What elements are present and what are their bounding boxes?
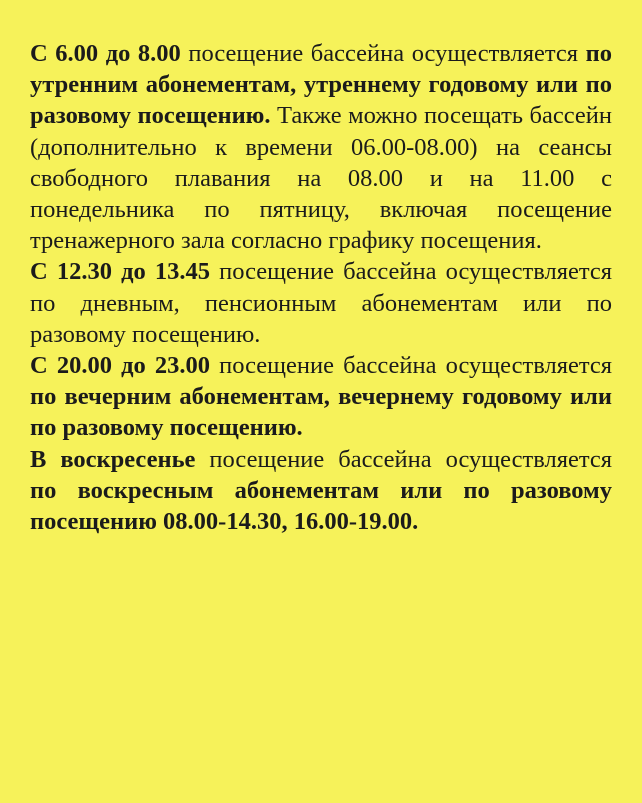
evening-time-range: С 20.00 до 23.00 xyxy=(30,352,211,380)
paragraph-evening xyxy=(30,350,612,444)
paragraph-sunday xyxy=(30,444,612,538)
morning-subscriptions: по утренним абонементам, утреннему годовому или по разовому посещению. xyxy=(30,40,612,130)
paragraph-day xyxy=(30,256,612,350)
morning-time-range: С 6.00 до 8.00 xyxy=(30,40,181,67)
sunday-label: В воскресенье xyxy=(30,445,196,473)
morning-text-1: посещение бассейна осуществляется xyxy=(180,40,586,67)
sunday-subscriptions: по воскресным абонементам или по разовому посещению 08.00-14.30, 16.00-19.00. xyxy=(30,476,612,536)
morning-additional-info: Также можно посещать бассейн (дополнительно к времени 06.00-08.00) на сеансы свободного плавания на 08.00 и на 11.00 с понедельника по пятницу, включая посещение тренажерного зала согласно графику посещения. xyxy=(30,102,612,255)
evening-text: посещение бассейна осуществляется xyxy=(210,352,612,380)
evening-subscriptions: по вечерним абонементам, вечернему годовому или по разовому посещению. xyxy=(30,383,612,442)
day-text: посещение бассейна осуществляется по дневным, пенсионным абонементам или по разовому посещению. xyxy=(30,258,612,348)
day-time-range: С 12.30 до 13.45 xyxy=(30,258,211,286)
sunday-text: посещение бассейна осуществляется xyxy=(195,445,612,473)
paragraph-morning xyxy=(30,38,612,256)
